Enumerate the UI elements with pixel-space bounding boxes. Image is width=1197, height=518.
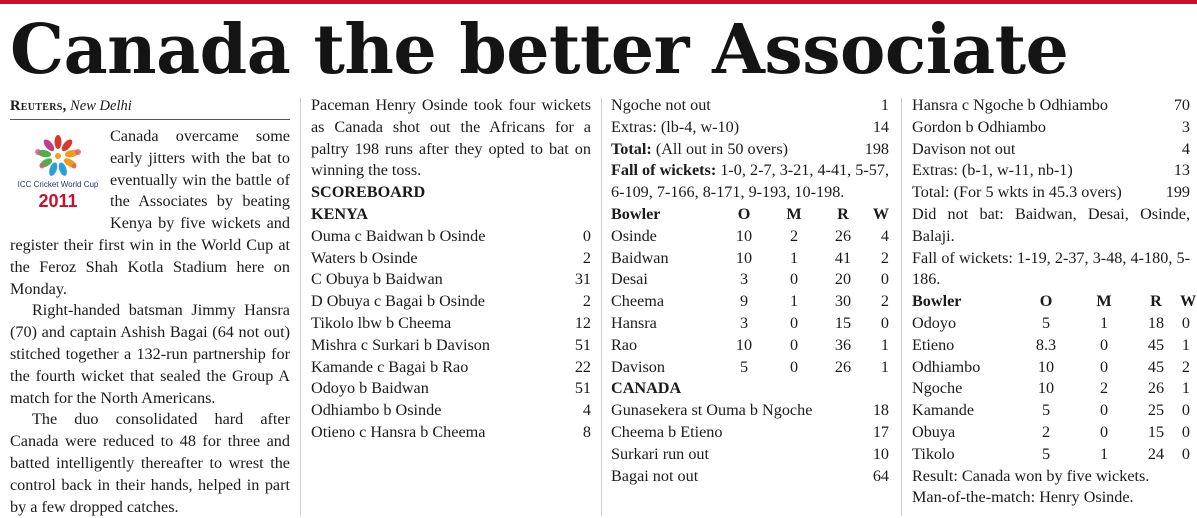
bowler-wickets: 1 [880,335,889,354]
article-column-4 [912,95,1197,509]
bowler-wickets: 0 [880,270,889,289]
batting-row [311,248,591,270]
batsman-runs: 10 [872,444,889,463]
byline-place: New Delhi [70,98,132,114]
bowler-maidens: 0 [1099,357,1109,376]
bowler-maidens: 0 [1099,401,1109,420]
bowling-header: W [872,204,889,223]
total-value: 198 [864,139,889,158]
bowler-overs: 5 [739,357,749,376]
fow-label: Fall of wickets: [611,161,717,180]
batsman-runs: 3 [1181,117,1190,136]
bowler-overs: 3 [739,313,749,332]
batsman-name: Bagai not out [611,466,699,485]
bowler-maidens: 0 [789,270,799,289]
bowling-header: W [1180,292,1197,311]
bowler-overs: 8.3 [1035,335,1057,354]
bowler-runs: 45 [1147,335,1165,354]
batting-row [311,335,591,357]
bowler-overs: 3 [739,270,749,289]
bowler-name: Desai [611,270,648,289]
batting-row [611,444,889,466]
logo-event-text: ICC Cricket World Cup [17,180,99,189]
batsman-runs: 17 [872,422,889,441]
story-paragraph: Canada overcame some early jitters with the bat to eventually win the battle of the Associates by beating Kenya by five wickets and register their first win in the World Cup at the Feroz Shah Kotla Stadium here on Monday. [10,127,290,298]
man-of-the-match: Man-of-the-match: Henry Osinde. [912,488,1134,507]
batting-row [311,357,591,379]
bowler-maidens: 0 [1099,422,1109,441]
bowler-overs: 10 [1037,357,1055,376]
bowler-wickets: 2 [1181,357,1190,376]
batsman-runs: 18 [872,401,889,420]
bowler-runs: 45 [1147,357,1165,376]
bowler-name: Odoyo [912,313,957,332]
headline: Canada the better Associate [10,10,1069,90]
bowler-wickets: 0 [1181,401,1190,420]
batting-row [311,400,591,422]
scoreboard-title: SCOREBOARD [311,183,426,202]
bowling-header: O [737,204,751,223]
bowler-runs: 36 [834,335,852,354]
world-cup-logo [10,128,106,228]
byline-agency: Reuters, [10,98,67,114]
extras-row [912,160,1190,182]
bowling-header: M [1096,292,1112,311]
batsman-name: D Obuya c Bagai b Osinde [311,292,485,311]
bowler-name: Tikolo [912,444,955,463]
bowler-wickets: 0 [1181,422,1190,441]
bowling-header: R [1150,292,1162,311]
batsman-name: Mishra c Surkari b Davison [311,335,490,354]
column-divider [601,98,602,516]
batsman-runs: 64 [872,466,889,485]
bowler-maidens: 1 [1099,313,1109,332]
batting-row [912,117,1190,139]
bowler-name: Baidwan [611,248,669,267]
batsman-runs: 2 [582,248,591,267]
batsman-name: Waters b Osinde [311,248,418,267]
team-heading-canada: CANADA [611,379,682,398]
bowler-wickets: 1 [1181,335,1190,354]
batting-row [311,226,591,248]
batsman-name: Odoyo b Baidwan [311,379,429,398]
bowler-maidens: 2 [1099,379,1109,398]
bowler-maidens: 0 [789,313,799,332]
bowler-name: Ngoche [912,379,963,398]
bowler-wickets: 2 [880,248,889,267]
bowler-overs: 5 [1041,313,1051,332]
bowler-runs: 25 [1147,401,1165,420]
bowler-runs: 26 [834,226,852,245]
extras-value: 13 [1173,161,1190,180]
bowler-maidens: 2 [789,226,799,245]
batsman-name: Gunasekera st Ouma b Ngoche [611,401,813,420]
bowler-name: Davison [611,357,665,376]
batting-row [611,466,889,488]
extras-value: 14 [872,117,889,136]
batsman-runs: 51 [574,335,591,354]
extras-label: Extras: (b-1, w-11, nb-1) [912,161,1073,180]
did-not-bat: Did not bat: Baidwan, Desai, Osinde, Balaji. [912,204,1190,245]
kenya-bowling-table [611,204,889,378]
bowler-runs: 18 [1147,313,1165,332]
batsman-runs: 31 [574,270,591,289]
batsman-runs: 0 [582,226,591,245]
batting-row [311,269,591,291]
bowler-maidens: 0 [789,335,799,354]
bowler-wickets: 1 [1181,379,1190,398]
batsman-runs: 22 [574,357,591,376]
bowler-overs: 10 [1037,379,1055,398]
bowler-runs: 20 [834,270,852,289]
total-detail: (All out in 50 overs) [655,139,789,158]
batsman-runs: 12 [574,313,591,332]
bowler-runs: 26 [1147,379,1165,398]
batsman-name: Odhiambo b Osinde [311,401,442,420]
byline [10,95,290,120]
batting-row [611,95,889,117]
story-paragraph: Paceman Henry Osinde took four wickets as Canada shot out the Africans for a paltry 198 runs after they opted to bat on winning the toss. [311,96,591,180]
bowling-header: O [1039,292,1053,311]
batsman-runs: 4 [582,401,591,420]
batting-row [611,422,889,444]
article-column-1 [10,95,290,518]
column-divider [901,98,902,516]
bowling-header: Bowler [611,204,661,223]
column-divider [300,98,301,516]
batsman-runs: 1 [880,96,889,114]
story-paragraph: Right-handed batsman Jimmy Hansra (70) and captain Ashish Bagai (64 not out) stitched together a 132-run partnership for the fourth wicket that sealed the Group A match for the North Americans. [10,301,290,407]
bowler-maidens: 1 [789,248,799,267]
match-result: Result: Canada won by five wickets. [912,466,1150,485]
bowler-maidens: 1 [1099,444,1109,463]
bowler-overs: 2 [1041,422,1051,441]
batting-row [912,95,1190,117]
total-value: 199 [1165,183,1190,202]
bowler-runs: 15 [834,313,852,332]
bowler-maidens: 0 [1099,335,1109,354]
story-paragraph: The duo consolidated hard after Canada were reduced to 48 for three and batted intelligently thereafter to wrest the control back in their hands, helped in part by a few dropped catches. [10,410,290,516]
batsman-name: Gordon b Odhiambo [912,117,1046,136]
bowler-wickets: 0 [1181,313,1190,332]
total-row [912,182,1190,204]
batsman-name: Kamande c Bagai b Rao [311,357,469,376]
batsman-name: Hansra c Ngoche b Odhiambo [912,96,1108,114]
batsman-name: Tikolo lbw b Cheema [311,313,452,332]
bowler-name: Etieno [912,335,955,354]
bowler-overs: 10 [735,226,753,245]
batting-row [912,139,1190,161]
bowler-wickets: 4 [880,226,889,245]
fall-of-wickets [611,160,889,204]
bowler-name: Cheema [611,292,665,311]
bowling-header: Bowler [912,292,962,311]
batsman-name: Cheema b Etieno [611,422,723,441]
team-heading-kenya: KENYA [311,204,368,223]
batting-row [311,422,591,444]
bowler-maidens: 0 [789,357,799,376]
bowler-runs: 30 [834,292,852,311]
kenya-batting-list [311,226,591,444]
bowler-overs: 5 [1041,444,1051,463]
batting-row [611,400,889,422]
bowler-name: Kamande [912,401,975,420]
fow-text: 1-0, 2-7, 3-21, 4-41, 5-57, 6-109, 7-166, 8-171, 9-193, 10-198. [611,161,890,202]
bowler-overs: 5 [1041,401,1051,420]
bowler-maidens: 1 [789,292,799,311]
batsman-name: Otieno c Hansra b Cheema [311,422,486,441]
top-accent-bar [0,0,1197,4]
batsman-runs: 2 [582,292,591,311]
bowler-wickets: 0 [880,313,889,332]
batsman-name: Ngoche not out [611,96,711,114]
bowler-overs: 10 [735,248,753,267]
total-label: Total: [611,139,652,158]
article-column-3 [611,95,889,487]
bowler-name: Osinde [611,226,657,245]
batsman-runs: 70 [1173,96,1190,114]
article-column-2 [311,95,591,444]
batsman-name: Davison not out [912,139,1016,158]
batting-row [311,313,591,335]
bowler-name: Odhiambo [912,357,981,376]
extras-label: Extras: (lb-4, w-10) [611,117,740,136]
bowler-runs: 41 [834,248,852,267]
total-row [611,139,889,161]
logo-emblem-icon [10,128,106,184]
bowling-header: M [786,204,802,223]
bowler-wickets: 2 [880,292,889,311]
bowler-runs: 15 [1147,422,1165,441]
batsman-name: Surkari run out [611,444,710,463]
bowling-header: R [837,204,849,223]
logo-year-text: 2011 [38,191,78,211]
fall-of-wickets: Fall of wickets: 1-19, 2-37, 3-48, 4-180, 5-186. [912,248,1190,289]
extras-row [611,117,889,139]
batsman-runs: 51 [574,379,591,398]
batting-row [311,291,591,313]
bowler-wickets: 0 [1181,444,1190,463]
batsman-name: C Obuya b Baidwan [311,270,443,289]
canada-bowling-table [912,291,1197,465]
batsman-runs: 8 [582,422,591,441]
bowler-name: Rao [611,335,638,354]
batsman-runs: 4 [1181,139,1190,158]
bowler-name: Obuya [912,422,956,441]
bowler-wickets: 1 [880,357,889,376]
bowler-runs: 26 [834,357,852,376]
total-label: Total: (For 5 wkts in 45.3 overs) [912,183,1122,202]
batsman-name: Ouma c Baidwan b Osinde [311,226,486,245]
bowler-name: Hansra [611,313,657,332]
bowler-overs: 10 [735,335,753,354]
batting-row [311,378,591,400]
bowler-overs: 9 [739,292,749,311]
bowler-runs: 24 [1147,444,1165,463]
